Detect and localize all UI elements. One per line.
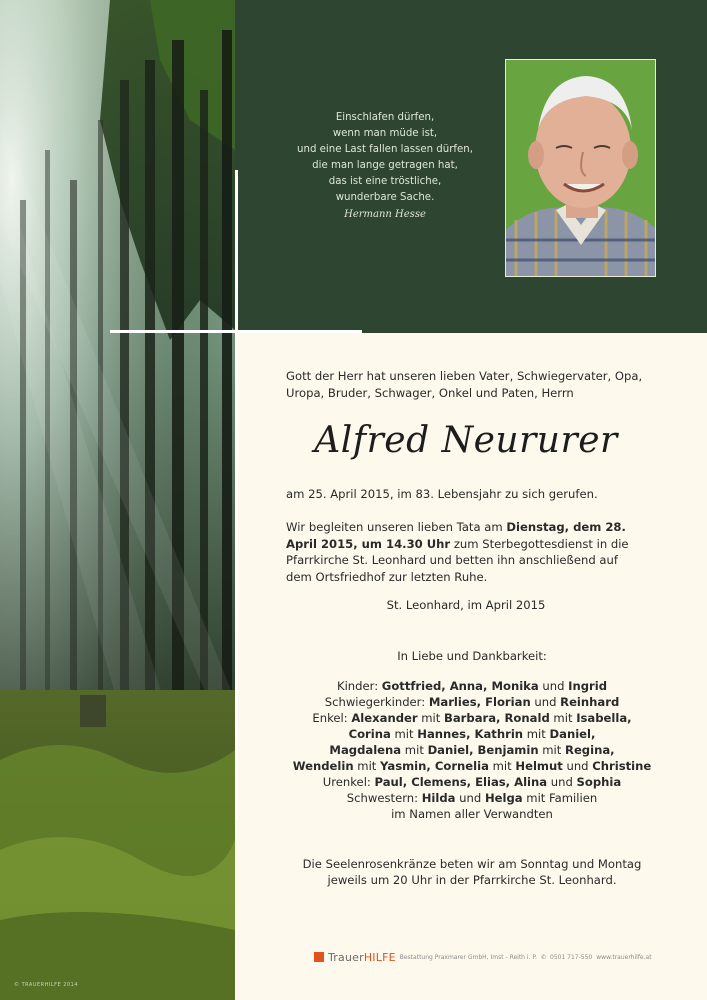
names: Wendelin [292, 759, 354, 773]
place-date: St. Leonhard, im April 2015 [386, 598, 546, 612]
quote-author: Hermann Hesse [344, 209, 426, 220]
mourners-list [272, 648, 672, 822]
thanks-line: In Liebe und Dankbarkeit: [397, 649, 547, 663]
website-link[interactable]: www.trauerhilfe.at [596, 953, 652, 961]
trauerhilfe-logo-text [328, 951, 396, 964]
names: Alexander [351, 711, 418, 725]
funeral-post: zum Sterbegottesdienst in die Pfarrkirche St. Leonhard und betten ihn anschließend auf dem Ortsfriedhof zur letzten Ruhe. [286, 536, 629, 584]
names: Daniel, Benjamin [427, 743, 539, 757]
connector: mit [417, 711, 445, 725]
mourners-children [272, 678, 672, 694]
death-notice: am 25. April 2015, im 83. Lebensjahr zu sich gerufen. [286, 487, 598, 501]
funeral-date: Dienstag, dem 28. April 2015, um 14.30 Uhr [286, 520, 626, 551]
cross-vertical-bar [235, 170, 238, 820]
mourners-grandchildren-1 [272, 710, 672, 726]
rosary-notice [272, 856, 672, 888]
names: Helmut [515, 759, 563, 773]
quote-block [275, 110, 495, 223]
connector: mit [549, 711, 577, 725]
names: Sophia [576, 775, 622, 789]
mourners-great-grandchildren [272, 774, 672, 790]
connector: mit [401, 743, 428, 757]
connector: mit [523, 727, 550, 741]
names: Reinhard [560, 695, 620, 709]
connector: mit [538, 743, 566, 757]
names: Hilda [421, 791, 456, 805]
trauerhilfe-logo-icon [314, 952, 324, 962]
names: Corina [348, 727, 391, 741]
funeral-pre: Wir begleiten unseren lieben Tata am [286, 520, 507, 534]
funeral-paragraph [286, 519, 646, 585]
logo-part: HILFE [363, 950, 396, 964]
rosary-line: jeweils um 20 Uhr in der Pfarrkirche St. Leonhard. [327, 873, 617, 887]
mourners-grandchildren-2 [272, 726, 672, 742]
mourners-children-in-law [272, 694, 672, 710]
connector: und [455, 791, 485, 805]
connector: und [538, 679, 569, 693]
names: Gottfried, Anna, Monika [381, 679, 539, 693]
connector: mit Familien [522, 791, 598, 805]
quote-line: wenn man müde ist, [332, 128, 438, 139]
portrait-photo [505, 59, 656, 277]
names: Christine [592, 759, 652, 773]
cross-horizontal-bar [110, 330, 362, 333]
mourners-relatives: im Namen aller Verwandten [391, 807, 553, 821]
names: Regina, [565, 743, 615, 757]
label: Schwiegerkinder: [324, 695, 429, 709]
quote-line: das ist eine tröstliche, [328, 176, 442, 187]
phone-number: 0501 717-550 [550, 953, 593, 961]
connector: mit [488, 759, 516, 773]
image-copyright: © TRAUERHILFE 2014 [14, 982, 78, 988]
quote-line: Einschlafen dürfen, [335, 112, 435, 123]
label: Urenkel: [322, 775, 375, 789]
forest-image [0, 0, 235, 1000]
quote-line: wunderbare Sache. [335, 192, 435, 203]
connector: und [530, 695, 561, 709]
mourners-sisters [272, 790, 672, 806]
connector: und [547, 775, 577, 789]
names: Magdalena [329, 743, 402, 757]
names: Helga [484, 791, 523, 805]
quote-line: und eine Last fallen lassen dürfen, [297, 144, 473, 155]
footer-credit [314, 950, 652, 964]
intro-paragraph: Gott der Herr hat unseren lieben Vater, Schwiegervater, Opa, Uropa, Bruder, Schwager, Onkel und Paten, Herrn [286, 369, 643, 400]
deceased-name: Alfred Neururer [314, 420, 618, 461]
names: Isabella, [576, 711, 632, 725]
label: Kinder: [336, 679, 382, 693]
announcement-text [286, 368, 646, 402]
quote-line: die man lange getragen hat, [312, 160, 458, 171]
connector: mit [390, 727, 418, 741]
logo-part: Trauer [328, 950, 364, 964]
connector: mit [353, 759, 381, 773]
label: Enkel: [312, 711, 352, 725]
funeral-company: Bestattung Praxmarer GmbH, Imst - Reith i. P. [399, 953, 537, 961]
rosary-line: Die Seelenrosenkränze beten wir am Sonntag und Montag [302, 857, 642, 871]
names: Yasmin, Cornelia [380, 759, 489, 773]
names: Daniel, [549, 727, 596, 741]
names: Hannes, Kathrin [417, 727, 524, 741]
names: Paul, Clemens, Elias, Alina [374, 775, 548, 789]
names: Ingrid [568, 679, 608, 693]
names: Marlies, Florian [428, 695, 531, 709]
names: Barbara, Ronald [444, 711, 550, 725]
phone-icon: ✆ [540, 953, 546, 961]
connector: und [562, 759, 593, 773]
label: Schwestern: [346, 791, 422, 805]
mourners-grandchildren-3 [272, 742, 672, 758]
mourners-grandchildren-4 [272, 758, 672, 774]
